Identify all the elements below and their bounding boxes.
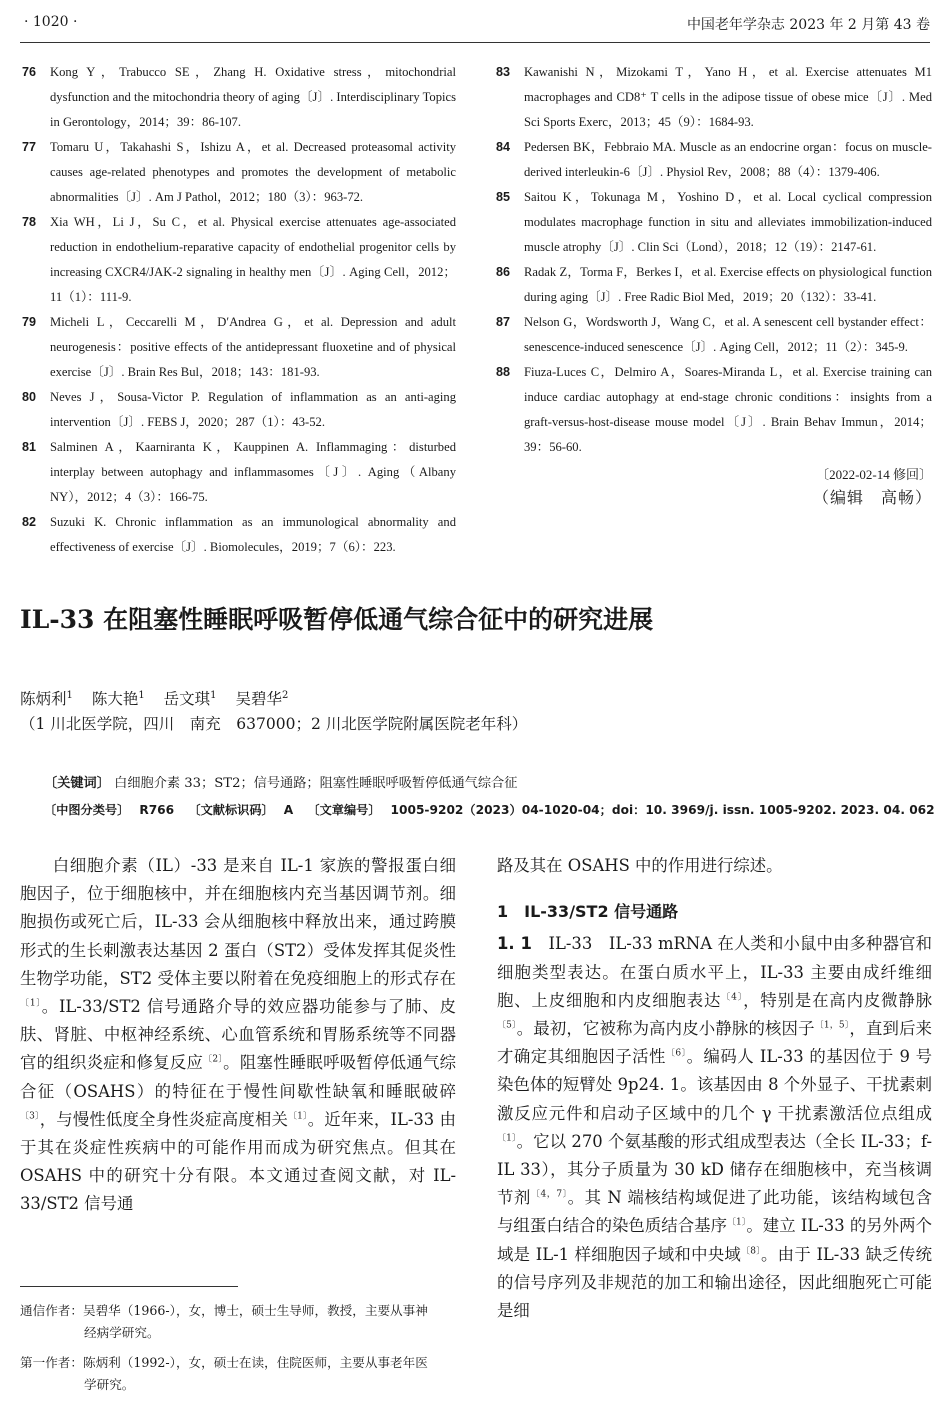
reference-item [22,510,456,560]
reference-item [22,435,456,510]
reference-text: Fiuza-Luces C，Delmiro A，Soares-Miranda L，et al. Exercise training can induce cardiac autophagy at end-stage chronic conditions：insights from a graft-versus-host-disease mouse model〔J〕. Brain Behav Immun，2014；39：56-60. [524,365,932,454]
keywords-text: 白细胞介素 33；ST2；信号通路；阻塞性睡眠呼吸暂停低通气综合征 [114,776,518,791]
reference-number: 85 [496,190,511,204]
intro-paragraph-continued: 路及其在 OSAHS 中的作用进行综述。 [497,856,783,875]
citation[interactable]: 〔5〕 [497,1020,517,1031]
article-no-label: 〔文章编号〕 [307,803,381,817]
page-header [24,14,930,38]
reference-number: 82 [22,515,37,529]
footnote-corresponding-author: 通信作者：吴碧华（1966-），女，博士，硕士生导师，教授，主要从事神 经病学研究。 [20,1303,428,1340]
citation[interactable]: 〔4，7〕 [530,1189,568,1200]
reference-number: 80 [22,390,37,404]
article-no-value: 1005-9202（2023）04-1020-04；doi：10. 3969/j. issn. 1005-9202. 2023. 04. 062 [390,803,935,817]
reference-text: Suzuki K. Chronic inflammation as an immunological abnormality and effectiveness of exercise〔J〕. Biomolecules，2019；7（6）：223. [50,515,456,554]
body-left-column [20,852,456,1219]
reference-item [496,60,932,135]
reference-text: Pedersen BK，Febbraio MA. Muscle as an endocrine organ：focus on muscle-derived interleukin-6〔J〕. Physiol Rev，2008；88（4）：1379-406. [524,140,932,179]
citation[interactable]: 〔2〕 [203,1054,224,1065]
editor-note: （编辑 高畅） [812,490,932,507]
footnote-label: 第一作者： [20,1355,83,1370]
classification-line [44,800,945,820]
reference-number: 81 [22,440,37,454]
footnote-label: 通信作者： [20,1303,83,1318]
references-left-column [22,60,456,560]
reference-number: 83 [496,65,511,79]
citation[interactable]: 〔1〕 [288,1111,308,1122]
clc-value: R766 [139,803,175,817]
keywords [44,774,517,794]
journal-info: 中国老年学杂志 2023 年 2 月第 43 卷 [686,17,930,33]
body-right-column [497,852,932,1325]
reference-item [496,260,932,310]
reference-item [22,60,456,135]
footnote-divider [20,1286,238,1287]
reference-number: 76 [22,65,37,79]
header-divider [20,42,930,43]
reference-item [496,360,932,460]
reference-item [22,385,456,435]
reference-text: Tomaru U，Takahashi S，Ishizu A，et al. Decreased proteasomal activity causes age-related phenotypes and promotes the development of metabolic abnormalities〔J〕. Am J Pathol，2012；180（3）：963-72. [50,140,456,204]
subsection-paragraph: 1. 1 IL-33 IL-33 mRNA 在人类和小鼠中由多种器官和细胞类型表达。在蛋白质水平上，IL-33 主要由成纤维细胞、上皮细胞和内皮细胞表达$^{〔4〕}$，特别是在高内皮微静脉$^{〔5〕}$。最初，它被称为高内皮小静脉的核因子$^{〔1,5〕}$，直到后来才确定其细胞因子活性$^{〔6〕}$。编码人 IL-33 的基因位于 9 号染色体的短臂处 9p24. 1。该基因由 8 个外显子、干扰素刺激反应元件和启动子区域中的几个 γ 干扰素激活位点组成$^{〔1〕}$。它以 270 个氨基酸的形式组成型表达（全长 IL-33；f-IL 33），其分子质量为 30 kD 储存在细胞核中，充当核调节剂$^{〔4,7〕}$。其 N 端核结构域促进了此功能，该结构域包含与组蛋白结合的染色质结合基序$^{〔1〕}$。建立 IL-33 的另外两个域是 IL-1 样细胞因子域和中央域$^{〔8〕}$。由于 IL-33 缺乏传统的信号序列及非规范的加工和输出途径，因此细胞死亡可能是细 [497,934,933,1321]
doc-code-label: 〔文献标识码〕 [188,803,274,817]
citation[interactable]: 〔3〕 [20,1111,40,1122]
keywords-label: 〔关键词〕 [44,776,110,791]
citation[interactable]: 〔1〕 [497,1133,517,1144]
intro-paragraph: 白细胞介素（IL）-33 是来自 IL-1 家族的警报蛋白细胞因子，位于细胞核中，并在细胞核内充当基因调节剂。细胞损伤或死亡后，IL-33 会从细胞核中释放出来，通过跨膜形式的生长刺激表达基因 2 蛋白（ST2）受体发挥其促炎性生物学功能，ST2 受体主要以附着在免疫细胞上的形式存在$^{〔1〕}$。IL-33/ST2 信号通路介导的效应器功能参与了肺、皮肤、肾脏、中枢神经系统、心血管系统和胃肠系统等不同器官的组织炎症和修复反应$^{〔2〕}$。阻塞性睡眠呼吸暂停低通气综合征（OSAHS）的特征在于慢性间歇性缺氧和睡眠破碎$^{〔3〕}$，与慢性低度全身性炎症高度相关$^{〔1〕}$。近年来，IL-33 由于其在炎症性疾病中的可能作用而成为研究焦点。但其在 OSAHS 中的研究十分有限。本文通过查阅文献，对 IL-33/ST2 信号通 [20,856,457,1214]
reference-item [496,135,932,185]
affiliation: （1 川北医学院，四川 南充 637000；2 川北医学院附属医院老年科） [20,715,528,733]
doc-code-value: A [283,803,294,817]
reference-text: Saitou K，Tokunaga M，Yoshino D，et al. Local cyclical compression modulates macrophage function in situ and alleviates immobilization-induced muscle atrophy〔J〕. Clin Sci（Lond），2018；12（19）：2147-61. [524,190,932,254]
citation[interactable]: 〔6〕 [665,1048,687,1059]
citation[interactable]: 〔1〕 [727,1217,747,1228]
reference-text: Xia WH，Li J，Su C，et al. Physical exercise attenuates age-associated reduction in endothelium-reparative capacity of endothelial progenitor cells by increasing CXCR4/JAK-2 signaling in healthy men〔J〕. Aging Cell，2012；11（1）：111-9. [50,215,456,304]
reference-text: Neves J，Sousa-Victor P. Regulation of inflammation as an anti-aging intervention〔J〕. FEBS J，2020；287（1）：43-52. [50,390,456,429]
reference-text: Kawanishi N，Mizokami T，Yano H，et al. Exercise attenuates M1 macrophages and CD8⁺ T cells in the adipose tissue of obese mice〔J〕. Med Sci Sports Exerc，2013；45（9）：1684-93. [524,65,932,129]
page-number: · 1020 · [24,14,78,30]
author: 陈炳利$^1$ [20,690,73,709]
reference-text: Kong Y，Trabucco SE，Zhang H. Oxidative stress，mitochondrial dysfunction and the mitochondria theory of aging〔J〕. Interdisciplinary Topics in Gerontology，2014；39：86-107. [50,65,456,129]
reference-item [496,185,932,260]
section-heading: 1 IL-33/ST2 信号通路 [497,902,679,922]
reference-item [22,135,456,210]
author-list [20,684,302,711]
subsection-number: 1. 1 [497,934,532,954]
citation[interactable]: 〔1〕 [20,998,42,1009]
reference-number: 84 [496,140,511,154]
references-right-column [496,60,932,512]
reference-number: 79 [22,315,37,329]
clc-label: 〔中图分类号〕 [44,803,130,817]
reference-number: 78 [22,215,37,229]
reference-item [22,310,456,385]
article-title: IL-33 在阻塞性睡眠呼吸暂停低通气综合征中的研究进展 [20,605,654,634]
reference-number: 86 [496,265,511,279]
author: 陈大艳$^1$ [91,690,145,709]
footnote-first-author: 第一作者：陈炳利（1992-），女，硕士在读，住院医师，主要从事老年医 学研究。 [20,1355,428,1392]
author: 吴碧华$^2$ [235,690,289,709]
citation[interactable]: 〔8〕 [741,1246,762,1257]
reference-text: Nelson G，Wordsworth J，Wang C，et al. A senescent cell bystander effect：senescence-induced senescence〔J〕. Aging Cell，2012；11（2）：345-9. [524,315,932,354]
reference-text: Micheli L，Ceccarelli M，D′Andrea G，et al. Depression and adult neurogenesis：positive effects of the antidepressant fluoxetine and of physical exercise〔J〕. Brain Res Bul，2018；143：181-93. [50,315,456,379]
revision-date: 〔2022-02-14 修回〕 [816,467,932,482]
citation[interactable]: 〔4〕 [721,992,744,1003]
author: 岳文琪$^1$ [163,690,217,709]
reference-number: 87 [496,315,511,329]
reference-number: 77 [22,140,37,154]
reference-item [496,310,932,360]
reference-text: Radak Z，Torma F，Berkes I，et al. Exercise effects on physiological function during aging〔J〕. Free Radic Biol Med，2019；20（132）：33-41. [524,265,932,304]
citation[interactable]: 〔1，5〕 [814,1020,850,1031]
reference-number: 88 [496,365,511,379]
reference-text: Salminen A，Kaarniranta K，Kauppinen A. Inflammaging：disturbed interplay between autophagy and inflammasomes〔J〕. Aging（Albany NY），2012；4（3）：166-75. [50,440,456,504]
reference-item [22,210,456,310]
